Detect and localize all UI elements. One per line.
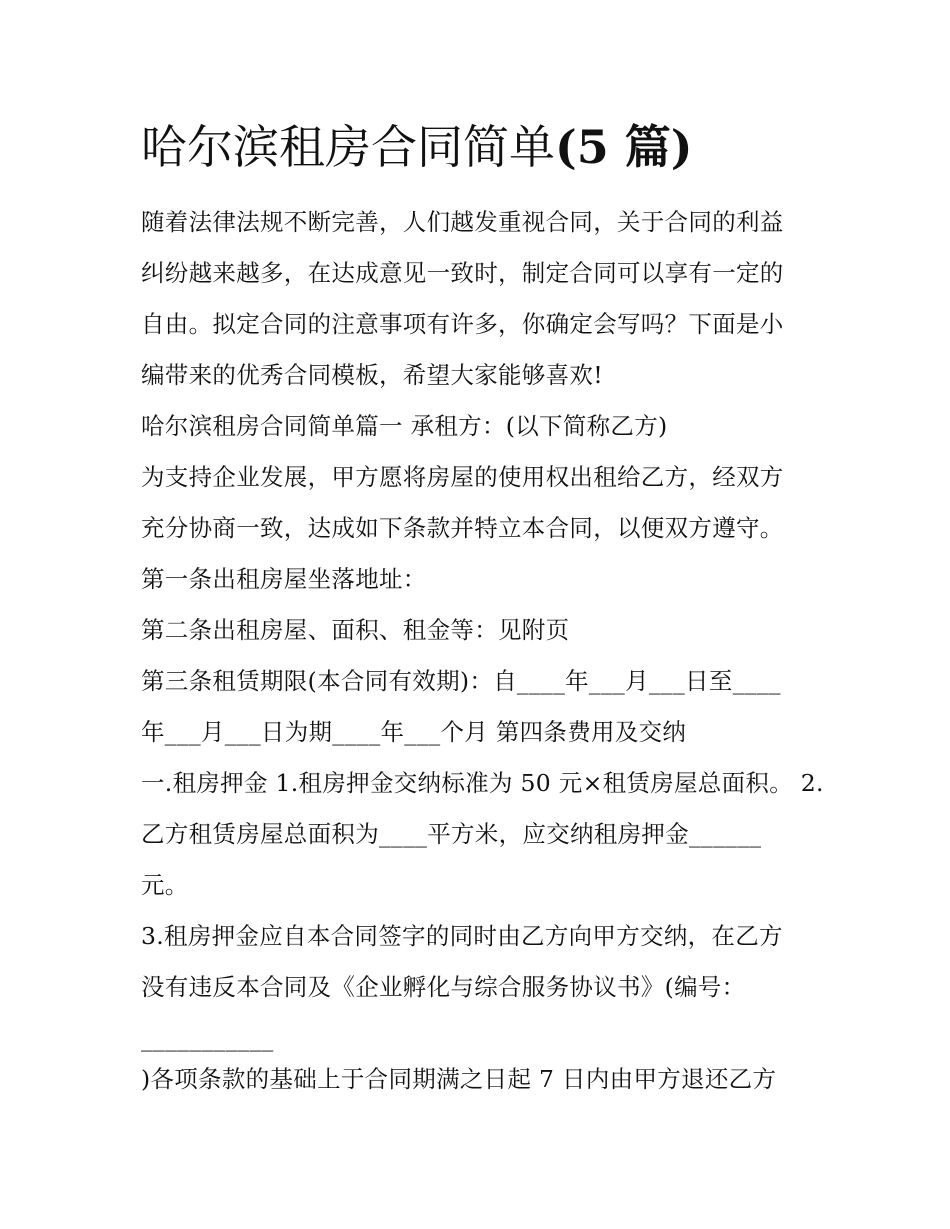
clause-line: 没有违反本合同及《企业孵化与综合服务协议书》(编号： bbox=[141, 973, 746, 1001]
clause-line: 第二条出租房屋、面积、租金等：见附页 bbox=[141, 616, 570, 644]
clause-line: 第三条租赁期限(本合同有效期)：自____年___月___日至____ bbox=[141, 667, 781, 695]
document-title bbox=[141, 116, 693, 178]
body-line: 随着法律法规不断完善，人们越发重视合同，关于合同的利益 bbox=[141, 208, 784, 236]
clause-line: 3.租房押金应自本合同签字的同时由乙方向甲方交纳，在乙方 bbox=[141, 922, 783, 950]
clause-line: 第一条出租房屋坐落地址： bbox=[141, 565, 427, 593]
body-line: 纠纷越来越多，在达成意见一致时，制定合同可以享有一定的 bbox=[141, 259, 784, 287]
clause-line: 一.租房押金 1.租房押金交纳标准为 50 元×租赁房屋总面积。 2. bbox=[141, 769, 824, 797]
clause-line: 年___月___日为期____年___个月 第四条费用及交纳 bbox=[141, 718, 687, 746]
body-line: 充分协商一致，达成如下条款并特立本合同，以便双方遵守。 bbox=[141, 514, 784, 542]
document-title-main: 哈尔滨租房合同简单 bbox=[141, 120, 555, 174]
clause-line: 元。 bbox=[141, 871, 189, 899]
clause-line: )各项条款的基础上于合同期满之日起 7 日内由甲方退还乙方 bbox=[141, 1065, 777, 1093]
clause-line: 乙方租赁房屋总面积为____平方米，应交纳租房押金______ bbox=[141, 820, 762, 848]
body-line: 编带来的优秀合同模板，希望大家能够喜欢! bbox=[141, 361, 603, 389]
body-line: 自由。拟定合同的注意事项有许多，你确定会写吗？下面是小 bbox=[141, 310, 784, 338]
document-title-suffix: (5 篇) bbox=[555, 120, 693, 174]
blank-field-line: ___________ bbox=[141, 1024, 274, 1052]
body-line: 为支持企业发展，甲方愿将房屋的使用权出租给乙方，经双方 bbox=[141, 463, 784, 491]
section-heading-line: 哈尔滨租房合同简单篇一 承租方：(以下简称乙方) bbox=[141, 412, 668, 440]
